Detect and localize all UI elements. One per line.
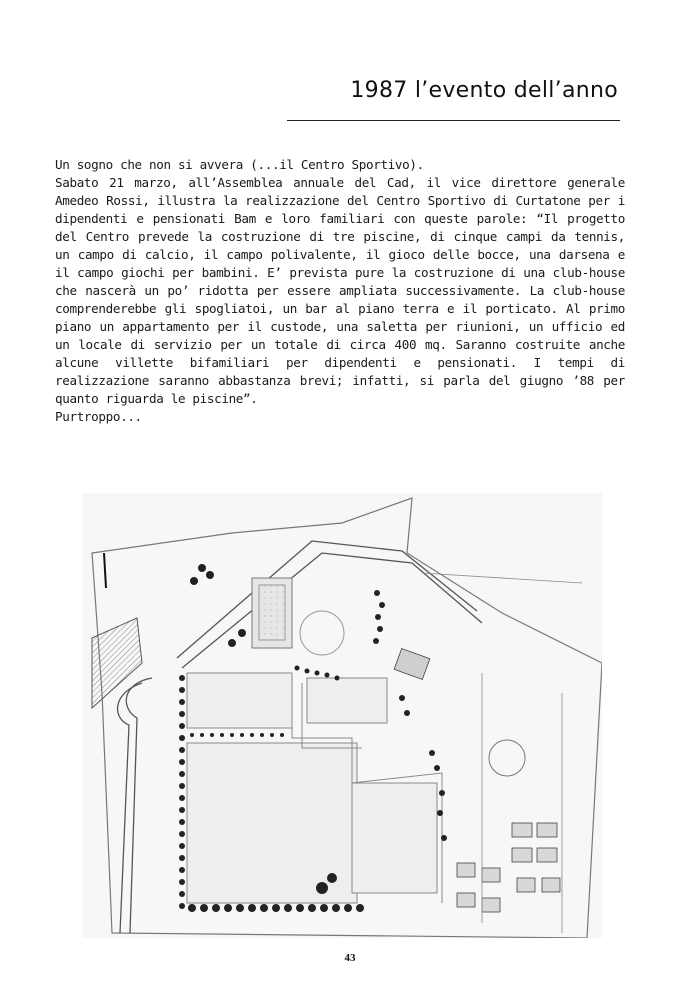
site-plan-drawing <box>82 493 602 938</box>
title-rule <box>287 120 620 121</box>
article-text <box>55 156 625 426</box>
page-number: 43 <box>344 952 356 964</box>
article-body: Sabato 21 marzo, all’Assemblea annuale del Cad, il vice direttore generale Amedeo Rossi, illustra la realizzazione del Centro Sportivo di Curtatone per i dipendenti e pensionati Bam e loro familiari con queste parole: “Il progetto del Centro prevede la costruzione di tre piscine, di cinque campi da tennis, un campo di calcio, il campo polivalente, il gioco delle bocce, una darsena e il campo giochi per bambini. E’ prevista pure la costruzione di una club-house che nascerà un po’ ridotta per essere ampliata successivamente. La club-house comprenderebbe gli spogliatoi, un bar al piano terra e il porticato. Al primo piano un appartamento per il custode, una saletta per riunioni, un ufficio ed un locale di servizio per un totale di circa 400 mq. Saranno costruite anche alcune villette bifamiliari per dipendenti e pensionati. I tempi di realizzazione saranno abbastanza brevi; infatti, si parla del giugno ’88 per quanto riguarda le piscine”. <box>55 175 625 406</box>
article-closing: Purtroppo... <box>55 409 142 424</box>
page-title: 1987 l’evento dell’anno <box>350 78 618 103</box>
article-lead: Un sogno che non si avvera (...il Centro Sportivo). <box>55 157 424 172</box>
